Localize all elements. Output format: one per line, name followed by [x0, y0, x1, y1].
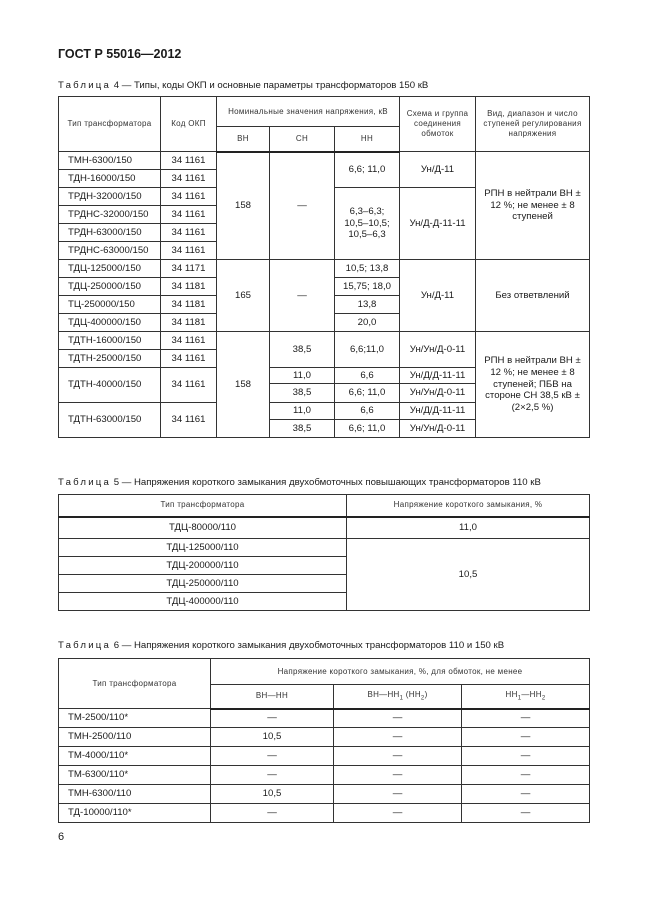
- t4-g1-scheme-a: Ун/Д-11: [400, 152, 476, 188]
- table4: [58, 96, 590, 438]
- t4-g3-scheme: Ун/Ун/Д-0-11: [400, 332, 476, 368]
- t4-g3-scheme: Ун/Ун/Д-0-11: [400, 420, 476, 438]
- t4-type: ТЦ-250000/150: [59, 296, 161, 314]
- t4-g3-vn: 158: [217, 332, 270, 438]
- t6-cell: —: [334, 747, 462, 766]
- t6-type: ТМН-6300/110: [59, 785, 211, 804]
- page-header: ГОСТ Р 55016—2012: [58, 47, 182, 61]
- t5-value: 10,5: [347, 539, 590, 611]
- table4-caption: [58, 80, 428, 91]
- table-row: [59, 152, 590, 170]
- t4-type: ТДТН-63000/150: [59, 403, 161, 438]
- t6-cell: —: [462, 709, 590, 728]
- t5-header-type: Тип трансформатора: [59, 495, 347, 517]
- t4-header-nominal: Номинальные значения напряжения, кВ: [217, 97, 400, 127]
- t4-code: 34 1171: [161, 260, 217, 278]
- t4-type: ТМН-6300/150: [59, 152, 161, 170]
- t4-header-code: Код ОКП: [161, 97, 217, 152]
- t4-code: 34 1161: [161, 170, 217, 188]
- t4-g3-nn: 6,6: [335, 368, 400, 384]
- t4-g1-regulation: РПН в нейтрали ВН ± 12 %; не менее ± 8 ступеней: [476, 152, 590, 260]
- table6-caption-text: 6 — Напряжения короткого замыкания двухобмоточных трансформаторов 110 и 150 кВ: [113, 640, 505, 651]
- t4-g1-vn: 158: [217, 152, 270, 260]
- page-number: 6: [58, 831, 65, 843]
- table4-caption-text: 4 — Типы, коды ОКП и основные параметры трансформаторов 150 кВ: [113, 80, 429, 91]
- table-row: [59, 517, 590, 539]
- t4-type: ТДН-16000/150: [59, 170, 161, 188]
- t6-cell: —: [462, 804, 590, 823]
- table5-caption: [58, 477, 541, 488]
- t4-g3-nn: 6,6; 11,0: [335, 384, 400, 403]
- table6-caption: [58, 640, 504, 651]
- t4-g3-sn: 38,5: [270, 384, 335, 403]
- t4-code: 34 1161: [161, 206, 217, 224]
- t4-code: 34 1161: [161, 188, 217, 206]
- t4-code: 34 1161: [161, 403, 217, 438]
- t5-type: ТДЦ-400000/110: [59, 593, 347, 611]
- t4-type: ТДЦ-250000/150: [59, 278, 161, 296]
- table5-caption-text: 5 — Напряжения короткого замыкания двухобмоточных повышающих трансформаторов 110 кВ: [113, 477, 541, 488]
- t4-header-regulation: Вид, диапазон и число ступеней регулирования напряжения: [476, 97, 590, 152]
- t6-cell: 10,5: [211, 728, 334, 747]
- t6-cell: —: [211, 709, 334, 728]
- t4-g3-scheme: Ун/Д/Д-11-11: [400, 403, 476, 420]
- t4-g3-sn: 38,5: [270, 332, 335, 368]
- t4-code: 34 1181: [161, 278, 217, 296]
- table-row: [59, 785, 590, 804]
- t4-header-scheme: Схема и группа соединения обмоток: [400, 97, 476, 152]
- t6-cell: —: [334, 728, 462, 747]
- t4-header-type: Тип трансформатора: [59, 97, 161, 152]
- table-row: [59, 747, 590, 766]
- table-row: [59, 539, 590, 557]
- t6-header-type: Тип трансформатора: [59, 659, 211, 709]
- table-row: [59, 709, 590, 728]
- t4-g3-sn: 38,5: [270, 420, 335, 438]
- t4-type: ТДЦ-400000/150: [59, 314, 161, 332]
- t5-value: 11,0: [347, 517, 590, 539]
- t6-cell: —: [462, 728, 590, 747]
- t4-g1-nn-b: 6,3–6,3; 10,5–10,5; 10,5–6,3: [335, 188, 400, 260]
- t4-g2-sn: —: [270, 260, 335, 332]
- t6-header-vn-nn: ВН—НН: [211, 685, 334, 709]
- t4-g3-sn: 11,0: [270, 403, 335, 420]
- t4-type: ТРДН-32000/150: [59, 188, 161, 206]
- t4-code: 34 1181: [161, 314, 217, 332]
- t4-type: ТДЦ-125000/150: [59, 260, 161, 278]
- t4-g3-nn: 6,6; 11,0: [335, 420, 400, 438]
- t4-g2-scheme: Ун/Д-11: [400, 260, 476, 332]
- t6-cell: —: [334, 766, 462, 785]
- table-row: [59, 766, 590, 785]
- t6-cell: —: [211, 747, 334, 766]
- t6-cell: —: [462, 785, 590, 804]
- table5-caption-word: Таблица: [58, 477, 112, 488]
- table-row: [59, 804, 590, 823]
- table6-caption-word: Таблица: [58, 640, 112, 651]
- t5-type: ТДЦ-250000/110: [59, 575, 347, 593]
- t4-g3-nn: 6,6: [335, 403, 400, 420]
- t6-cell: 10,5: [211, 785, 334, 804]
- t6-header-uk: Напряжение короткого замыкания, %, для обмоток, не менее: [211, 659, 590, 685]
- t6-type: ТД-10000/110*: [59, 804, 211, 823]
- t5-type: ТДЦ-200000/110: [59, 557, 347, 575]
- t6-cell: —: [334, 804, 462, 823]
- t5-header-uk: Напряжение короткого замыкания, %: [347, 495, 590, 517]
- t4-code: 34 1161: [161, 242, 217, 260]
- t4-header-sn: СН: [270, 127, 335, 152]
- t4-g3-nn: 6,6;11,0: [335, 332, 400, 368]
- t4-code: 34 1161: [161, 350, 217, 368]
- table-row: [59, 332, 590, 350]
- t6-cell: —: [462, 747, 590, 766]
- table5: [58, 494, 590, 611]
- t6-cell: —: [334, 709, 462, 728]
- t4-type: ТДТН-16000/150: [59, 332, 161, 350]
- t4-g1-scheme-b: Ун/Д-Д-11-11: [400, 188, 476, 260]
- table6: [58, 658, 590, 823]
- t4-code: 34 1161: [161, 152, 217, 170]
- t4-g2-nn: 13,8: [335, 296, 400, 314]
- t5-type: ТДЦ-125000/110: [59, 539, 347, 557]
- t4-g3-regulation: РПН в нейтрали ВН ± 12 %; не менее ± 8 ступеней; ПБВ на стороне СН 38,5 кВ ± (2×2,5 %): [476, 332, 590, 438]
- t6-cell: —: [211, 766, 334, 785]
- t6-header-nn1-nn2: $НН_1—НН_2$: [462, 685, 590, 709]
- t4-type: ТРДН-63000/150: [59, 224, 161, 242]
- t6-type: ТМН-2500/110: [59, 728, 211, 747]
- t6-cell: —: [334, 785, 462, 804]
- t4-header-nn: НН: [335, 127, 400, 152]
- t4-type: ТРДНС-32000/150: [59, 206, 161, 224]
- table-row: [59, 260, 590, 278]
- t4-header-vn: ВН: [217, 127, 270, 152]
- t4-g2-nn: 10,5; 13,8: [335, 260, 400, 278]
- t4-g3-scheme: Ун/Ун/Д-0-11: [400, 384, 476, 403]
- t4-type: ТДТН-40000/150: [59, 368, 161, 403]
- t6-cell: —: [211, 804, 334, 823]
- t6-type: ТМ-4000/110*: [59, 747, 211, 766]
- t6-type: ТМ-6300/110*: [59, 766, 211, 785]
- t4-g2-nn: 15,75; 18,0: [335, 278, 400, 296]
- t6-cell: —: [462, 766, 590, 785]
- t4-code: 34 1181: [161, 296, 217, 314]
- t4-g3-scheme: Ун/Д/Д-11-11: [400, 368, 476, 384]
- t4-g3-sn: 11,0: [270, 368, 335, 384]
- t4-code: 34 1161: [161, 368, 217, 403]
- t4-g2-regulation: Без ответвлений: [476, 260, 590, 332]
- t4-type: ТДТН-25000/150: [59, 350, 161, 368]
- t4-g2-nn: 20,0: [335, 314, 400, 332]
- t4-code: 34 1161: [161, 332, 217, 350]
- t4-g2-vn: 165: [217, 260, 270, 332]
- t4-type: ТРДНС-63000/150: [59, 242, 161, 260]
- t4-code: 34 1161: [161, 224, 217, 242]
- table4-caption-word: Таблица: [58, 80, 112, 91]
- table-row: [59, 728, 590, 747]
- t4-g1-sn: —: [270, 152, 335, 260]
- t6-type: ТМ-2500/110*: [59, 709, 211, 728]
- t6-header-vn-nn1: $ВН—НН_1$ $(НН_2)$: [334, 685, 462, 709]
- t5-type: ТДЦ-80000/110: [59, 517, 347, 539]
- t4-g1-nn-a: 6,6; 11,0: [335, 152, 400, 188]
